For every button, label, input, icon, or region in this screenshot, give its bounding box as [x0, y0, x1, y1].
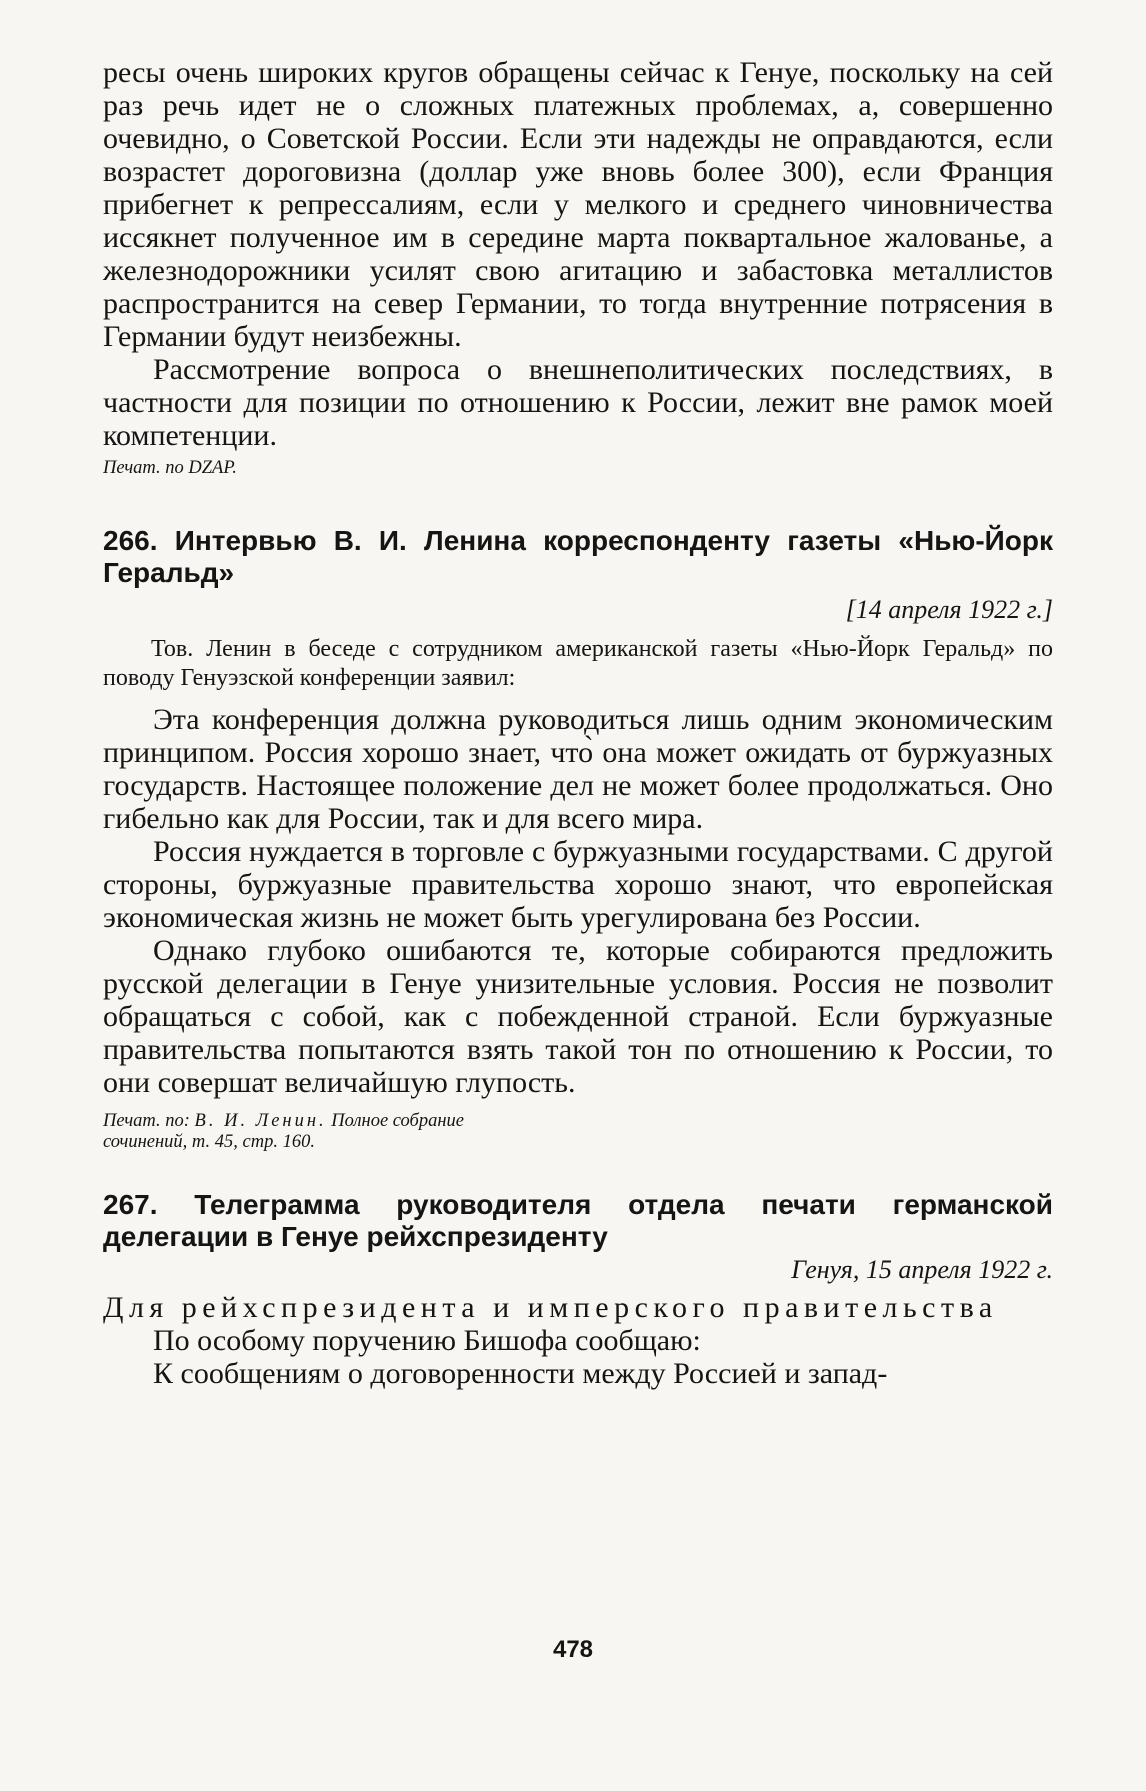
body-paragraph: ресы очень широких кругов обращены сейчас к Генуе, поскольку на сей раз речь идет не о сложных платежных проблемах, а, совершенно очевидно, о Советской России. Если эти надежды не оправдаются, если возрастет дороговизна (доллар уже вновь более 300), если Франция прибегнет к репрессалиям, если у мелкого и среднего чиновничества иссякнет полученное им в середине марта поквартальное жалованье, а железнодорожники усилят свою агитацию и забастовка металлистов распространится на север Германии, то тогда внутренние потрясения в Германии будут неизбежны.	[103, 56, 1053, 353]
source-author: В. И. Ленин.	[194, 1111, 327, 1131]
document-title: 266. Интервью В. И. Ленина корреспонденту газеты «Нью-Йорк Геральд»	[103, 525, 1053, 588]
source-prefix: Печат. по:	[103, 1111, 195, 1131]
document-267	[103, 1189, 1053, 1390]
body-paragraph: Эта конференция должна руководиться лишь одним экономическим принципом. Россия хорошо знает, что̀ она может ожидать от буржуазных государств. Настоящее положение дел не может более продолжаться. Оно гибельно как для России, так и для всего мира.	[103, 703, 1053, 835]
document-date: Генуя, 15 апреля 1922 г.	[791, 1255, 1053, 1284]
body-paragraph: По особому поручению Бишофа сообщаю:	[153, 1324, 701, 1357]
page-number: 478	[552, 1636, 594, 1663]
document-title: 267. Телеграмма руководителя отдела печати германской делегации в Генуе рейхспрезиденту	[103, 1189, 1053, 1252]
continued-document	[103, 56, 1053, 479]
addressee-line: Для рейхспрезидента и имперского правительства	[103, 1291, 998, 1324]
source-note	[103, 1111, 1053, 1153]
source-note: Печат. по DZAP.	[103, 458, 237, 478]
body-paragraph: Однако глубоко ошибаются те, которые собираются предложить русской делегации в Генуе унизительные условия. Россия не позволит обращаться с собой, как с побежденной страной. Если буржуазные правительства попытаются взять такой тон по отношению к России, то они совершат величайшую глупость.	[103, 934, 1053, 1099]
body-paragraph: Рассмотрение вопроса о внешнеполитических последствиях, в частности для позиции по отношению к России, лежит вне рамок моей компетенции.	[103, 353, 1053, 452]
document-266	[103, 525, 1053, 1153]
body-paragraph: Россия нуждается в торговле с буржуазными государствами. С другой стороны, буржуазные правительства хорошо знают, что европейская экономическая жизнь не может быть урегулирована без России.	[103, 835, 1053, 934]
document-date: [14 апреля 1922 г.]	[845, 595, 1053, 624]
source-line-2: сочинений, т. 45, стр. 160.	[103, 1132, 315, 1152]
source-rest: Полное собрание	[326, 1111, 464, 1131]
body-paragraph: К сообщениям о договоренности между Россией и запад-	[153, 1357, 888, 1390]
document-intro: Тов. Ленин в беседе с сотрудником американской газеты «Нью-Йорк Геральд» по поводу Генуэзской конференции заявил:	[103, 636, 1053, 691]
